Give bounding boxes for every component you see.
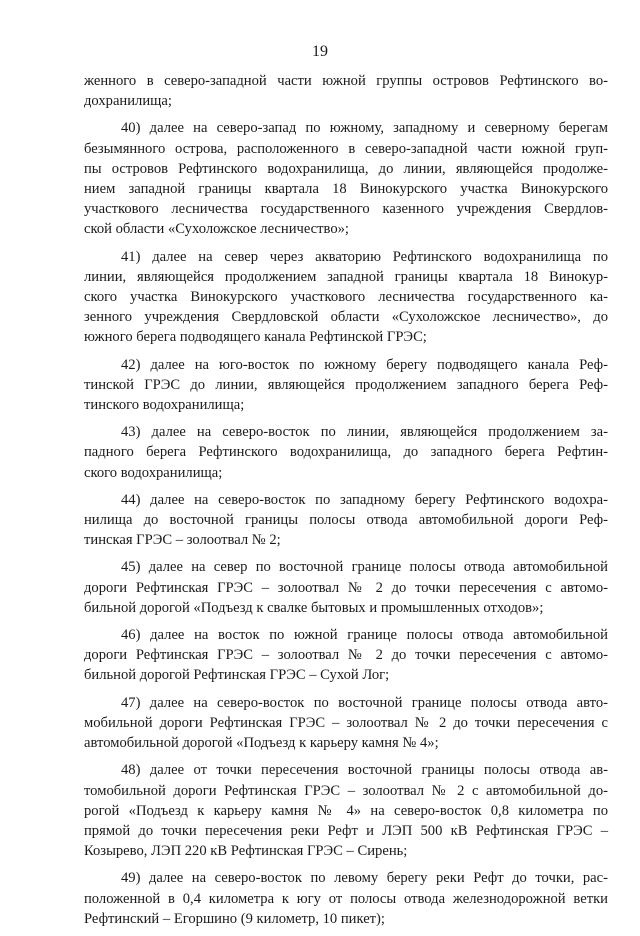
paragraph-line: 42) далее на юго-восток по южному берегу подводящего канала Реф- (121, 356, 608, 373)
paragraph-p47 (84, 693, 608, 754)
page-number: 19 (312, 43, 328, 60)
paragraph-line: 46) далее на восток по южной границе полосы отвода автомобильной (121, 627, 608, 644)
paragraph-p40 (84, 118, 608, 239)
paragraph-p43 (84, 422, 608, 483)
paragraph-line: тинская ГРЭС – золоотвал № 2; (84, 532, 281, 549)
paragraph-p39-tail (84, 71, 608, 111)
document-body (84, 71, 608, 936)
paragraph-line: 40) далее на северо-запад по южному, западному и северному берегам (121, 120, 608, 137)
paragraph-line: прямой до точки пересечения реки Рефт и ЛЭП 500 кВ Рефтинская ГРЭС – (84, 822, 608, 839)
paragraph-line: мобильной дороги Рефтинская ГРЭС – золоотвал № 2 до точки пересечения с (84, 714, 608, 731)
paragraph-line: 44) далее на северо-восток по западному берегу Рефтинского водохра- (121, 491, 608, 508)
paragraph-line: 45) далее на север по восточной границе полосы отвода автомобильной (121, 559, 608, 576)
paragraph-line: томобильной дороги Рефтинская ГРЭС – золоотвал № 2 с автомобильной до- (84, 782, 608, 799)
paragraph-p48 (84, 760, 608, 861)
paragraph-line: 49) далее на северо-восток по левому берегу реки Рефт до точки, рас- (121, 870, 608, 887)
paragraph-line: женного в северо-западной части южной группы островов Рефтинского во- (84, 73, 608, 89)
paragraph-p46 (84, 625, 608, 686)
paragraph-line: Козырево, ЛЭП 220 кВ Рефтинская ГРЭС – Сирень; (84, 843, 408, 860)
paragraph-line: 48) далее от точки пересечения восточной границы полосы отвода ав- (121, 762, 608, 779)
paragraph-line: пы островов Рефтинского водохранилища, до линии, являющейся продолже- (84, 160, 608, 177)
paragraph-line: бильной дорогой Рефтинская ГРЭС – Сухой Лог; (84, 667, 390, 684)
paragraph-p41 (84, 247, 608, 348)
paragraph-line: линии, являющейся продолжением западной границы квартала 18 Винокур- (84, 268, 608, 285)
paragraph-line: тинской ГРЭС до линии, являющейся продолжением западного берега Реф- (84, 376, 608, 393)
paragraph-line: рогой «Подъезд к карьеру камня № 4» на северо-восток 0,8 километра по (84, 802, 608, 819)
paragraph-p49 (84, 868, 608, 929)
paragraph-line: дороги Рефтинская ГРЭС – золоотвал № 2 до точки пересечения с автомо- (84, 579, 608, 596)
paragraph-p45 (84, 557, 608, 618)
paragraph-p44 (84, 490, 608, 551)
paragraph-line: нием западной границы квартала 18 Винокурского участка Винокурского (84, 181, 608, 198)
paragraph-line: участкового лесничества государственного казенного учреждения Свердлов- (84, 201, 608, 218)
paragraph-line: зенного учреждения Свердловской области «Сухоложское лесничество», до (84, 309, 608, 326)
paragraph-line: автомобильной дорогой «Подъезд к карьеру камня № 4»; (84, 735, 439, 752)
paragraph-line: 47) далее на северо-восток по восточной границе полосы отвода авто- (121, 694, 608, 711)
paragraph-line: тинского водохранилища; (84, 397, 245, 414)
paragraph-line: 41) далее на север через акваторию Рефтинского водохранилища по (121, 248, 608, 265)
paragraph-line: нилища до восточной границы полосы отвода автомобильной дороги Реф- (84, 512, 608, 529)
paragraph-line: положенной в 0,4 километра к югу от полосы отвода железнодорожной ветки (84, 890, 608, 907)
paragraph-line: Рефтинский – Егоршино (9 километр, 10 пикет); (84, 910, 385, 927)
paragraph-line: безымянного острова, расположенного в северо-западной части южной груп- (84, 140, 608, 157)
paragraph-line: ского водохранилища; (84, 464, 223, 481)
paragraph-line: дороги Рефтинская ГРЭС – золоотвал № 2 до точки пересечения с автомо- (84, 647, 608, 664)
paragraph-p42 (84, 355, 608, 416)
paragraph-line: ской области «Сухоложское лесничество»; (84, 221, 349, 238)
paragraph-line: бильной дорогой «Подъезд к свалке бытовых и промышленных отходов»; (84, 599, 544, 616)
paragraph-line: падного берега Рефтинского водохранилища, до западного берега Рефтин- (84, 444, 608, 461)
paragraph-line: ского участка Винокурского участкового лесничества государственного ка- (84, 289, 608, 306)
paragraph-line: 43) далее на северо-восток по линии, являющейся продолжением за- (121, 424, 608, 441)
paragraph-line: южного берега подводящего канала Рефтинской ГРЭС; (84, 329, 427, 346)
paragraph-line: дохранилища; (84, 93, 172, 110)
